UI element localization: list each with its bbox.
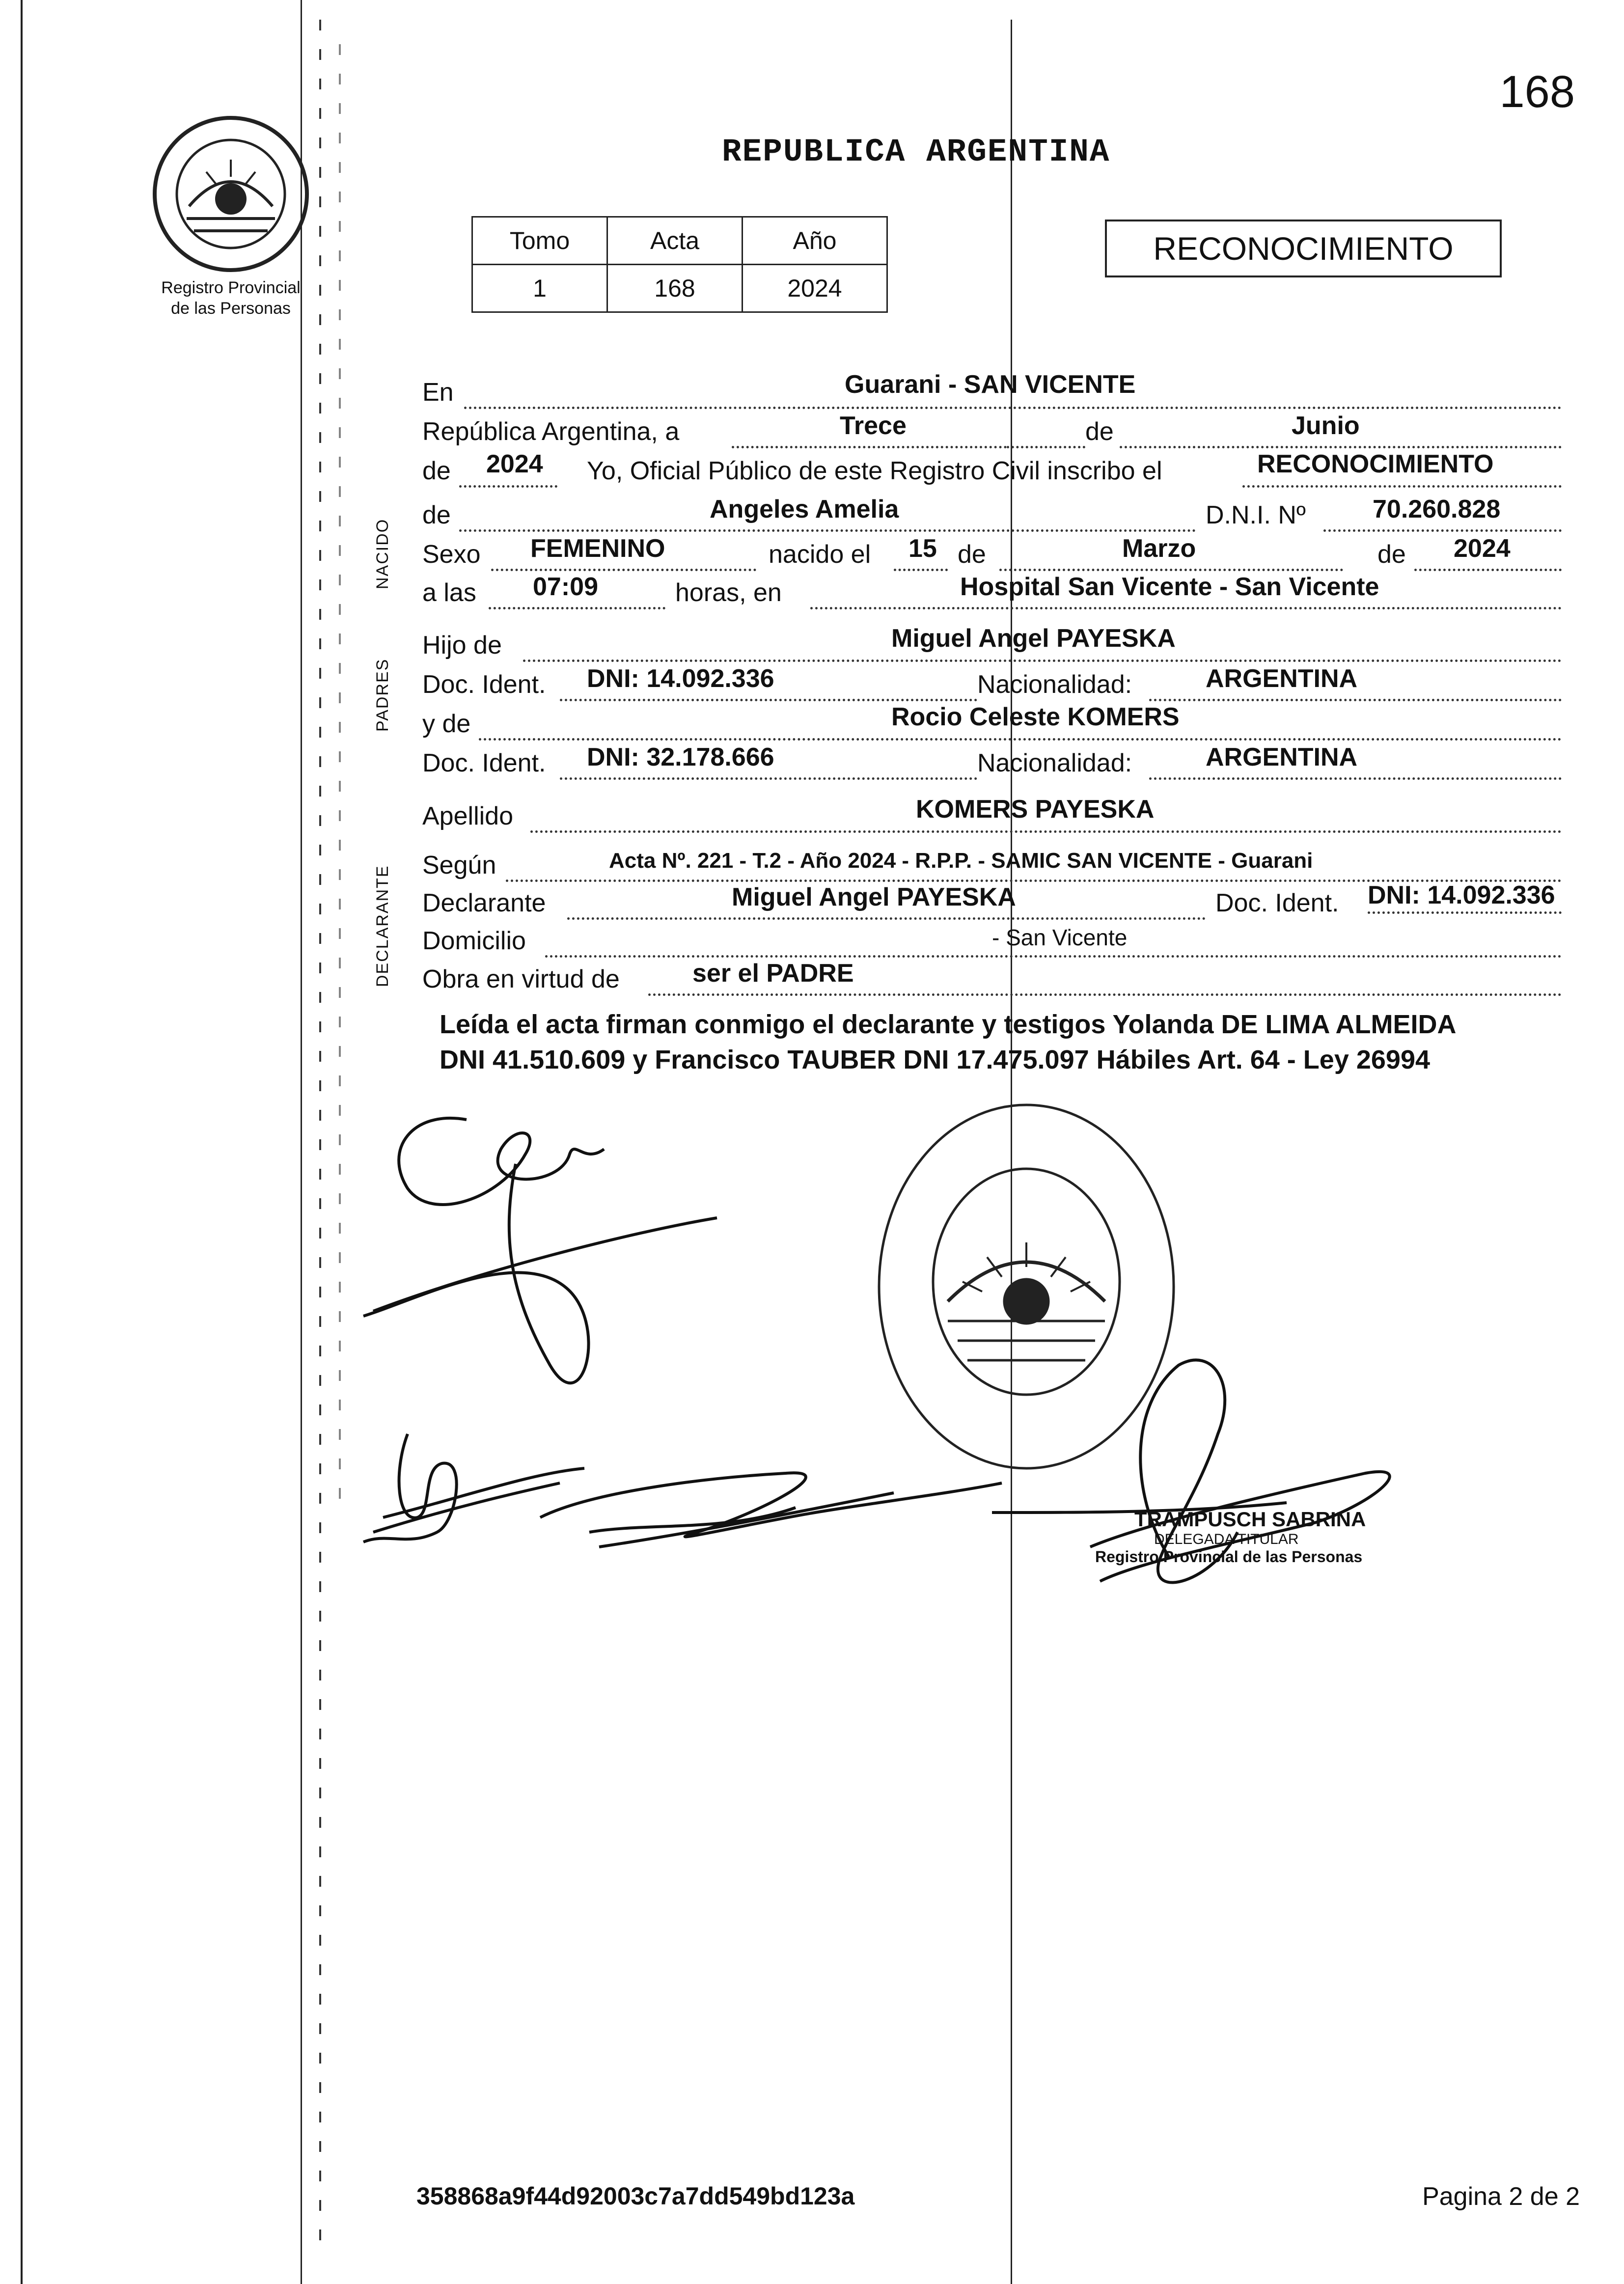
label-de-month: de bbox=[1085, 417, 1114, 446]
label-declarante: Declarante bbox=[422, 889, 546, 917]
label-de-birth-month: de bbox=[958, 540, 986, 569]
closing-text: Leída el acta firman conmigo el declarante y testigos Yolanda DE LIMA ALMEIDA DNI 41.510.609 y Francisco TAUBER DNI 17.475.097 Hábiles Art. 64 - Ley 26994 bbox=[440, 1010, 1457, 1074]
value-anio-nac: 2024 bbox=[1454, 534, 1511, 563]
label-nacionalidad-2: Nacionalidad: bbox=[977, 749, 1132, 777]
row-padre-doc bbox=[422, 663, 1562, 702]
registry-delegation-stamp-icon bbox=[864, 1095, 1188, 1478]
row-obra bbox=[422, 958, 1562, 997]
acta-header: Acta bbox=[607, 217, 743, 265]
value-sexo: FEMENINO bbox=[530, 534, 665, 563]
value-mes-nac: Marzo bbox=[1122, 534, 1196, 563]
acta-value: 168 bbox=[607, 265, 743, 312]
label-doc-ident-1: Doc. Ident. bbox=[422, 670, 546, 699]
label-dni: D.N.I. Nº bbox=[1206, 501, 1306, 529]
row-padre bbox=[422, 624, 1562, 663]
value-dia-nac: 15 bbox=[908, 534, 937, 563]
value-nombre: Angeles Amelia bbox=[710, 495, 899, 523]
tomo-header: Tomo bbox=[472, 217, 607, 265]
page-number: 168 bbox=[1499, 67, 1575, 117]
side-label-nacido: NACIDO bbox=[373, 518, 392, 589]
label-en: En bbox=[422, 378, 454, 407]
row-fecha bbox=[422, 410, 1562, 449]
row-nombre bbox=[422, 494, 1562, 533]
row-hora bbox=[422, 571, 1562, 610]
row-sexo bbox=[422, 533, 1562, 572]
record-table bbox=[471, 216, 888, 313]
row-madre bbox=[422, 702, 1562, 742]
delegada-office: Registro Provincial de las Personas bbox=[1095, 1548, 1363, 1566]
label-doc-ident-2: Doc. Ident. bbox=[422, 749, 546, 777]
label-doc-ident-decl: Doc. Ident. bbox=[1215, 889, 1339, 917]
tomo-value: 1 bbox=[472, 265, 607, 312]
anio-value: 2024 bbox=[743, 265, 887, 312]
row-en bbox=[422, 371, 1562, 410]
value-madre-doc: DNI: 32.178.666 bbox=[587, 743, 774, 771]
value-tipo: RECONOCIMIENTO bbox=[1257, 450, 1494, 478]
value-lugar: Guarani - SAN VICENTE bbox=[845, 370, 1136, 399]
value-dia: Trece bbox=[840, 412, 907, 440]
delegada-name: TRAMPUSCH SABRINA bbox=[1134, 1508, 1366, 1531]
anio-header: Año bbox=[743, 217, 887, 265]
label-de-year: de bbox=[422, 457, 451, 485]
row-madre-doc bbox=[422, 742, 1562, 781]
table-row bbox=[472, 265, 887, 312]
row-oficial bbox=[422, 449, 1562, 489]
value-declarante-doc: DNI: 14.092.336 bbox=[1368, 881, 1555, 909]
label-hijo-de: Hijo de bbox=[422, 631, 502, 660]
label-a-las: a las bbox=[422, 578, 476, 607]
document-hash: 358868a9f44d92003c7a7dd549bd123a bbox=[416, 2182, 855, 2210]
delegada-role: DELEGADA TITULAR bbox=[1154, 1531, 1299, 1547]
table-row bbox=[472, 217, 887, 265]
value-dni: 70.260.828 bbox=[1373, 495, 1501, 523]
value-anio: 2024 bbox=[486, 450, 543, 478]
value-lugar-nac: Hospital San Vicente - San Vicente bbox=[960, 573, 1379, 601]
row-segun bbox=[422, 844, 1562, 883]
value-mes: Junio bbox=[1292, 412, 1360, 440]
page-indicator: Pagina 2 de 2 bbox=[1422, 2182, 1580, 2211]
registry-name: Registro Provincial de las Personas bbox=[161, 278, 301, 318]
value-obra: ser el PADRE bbox=[692, 959, 854, 988]
row-declarante bbox=[422, 881, 1562, 921]
signature-testigo bbox=[363, 1434, 457, 1542]
label-oficial: Yo, Oficial Público de este Registro Civil inscribo el bbox=[587, 457, 1162, 485]
value-apellido: KOMERS PAYESKA bbox=[916, 795, 1155, 824]
label-de-birth-year: de bbox=[1377, 540, 1406, 569]
label-nacido-el: nacido el bbox=[769, 540, 871, 569]
label-segun: Según bbox=[422, 851, 496, 880]
record-type-box: RECONOCIMIENTO bbox=[1105, 220, 1502, 277]
label-sexo: Sexo bbox=[422, 540, 481, 569]
signature-declarante bbox=[399, 1118, 604, 1205]
label-republica: República Argentina, a bbox=[422, 417, 680, 446]
value-domicilio: - San Vicente bbox=[992, 925, 1128, 950]
row-domicilio bbox=[422, 919, 1562, 959]
value-declarante: Miguel Angel PAYESKA bbox=[732, 883, 1016, 911]
page-heading: REPUBLICA ARGENTINA bbox=[722, 134, 1110, 170]
signature-block bbox=[1095, 1508, 1366, 1566]
value-padre-doc: DNI: 14.092.336 bbox=[587, 664, 774, 693]
row-apellido bbox=[422, 795, 1562, 834]
side-label-declarante: DECLARANTE bbox=[373, 865, 392, 987]
scan-dash-line bbox=[319, 20, 321, 2259]
scan-border-inner bbox=[301, 0, 302, 2284]
value-padre: Miguel Angel PAYESKA bbox=[891, 624, 1176, 653]
label-horas-en: horas, en bbox=[675, 578, 782, 607]
scan-dash-line bbox=[339, 44, 341, 1517]
label-apellido: Apellido bbox=[422, 802, 514, 830]
value-hora: 07:09 bbox=[533, 573, 598, 601]
side-label-padres: PADRES bbox=[373, 658, 392, 732]
label-de-name: de bbox=[422, 501, 451, 529]
label-domicilio: Domicilio bbox=[422, 927, 526, 955]
scan-border-left bbox=[21, 0, 23, 2284]
value-padre-nac: ARGENTINA bbox=[1206, 664, 1358, 693]
value-madre-nac: ARGENTINA bbox=[1206, 743, 1358, 771]
label-nacionalidad-1: Nacionalidad: bbox=[977, 670, 1132, 699]
label-obra: Obra en virtud de bbox=[422, 965, 620, 993]
value-madre: Rocio Celeste KOMERS bbox=[891, 703, 1180, 731]
label-y-de: y de bbox=[422, 710, 471, 738]
value-segun: Acta Nº. 221 - T.2 - Año 2024 - R.P.P. - SAMIC SAN VICENTE - Guarani bbox=[609, 849, 1313, 873]
provincia-de-misiones-seal-icon bbox=[150, 113, 312, 275]
